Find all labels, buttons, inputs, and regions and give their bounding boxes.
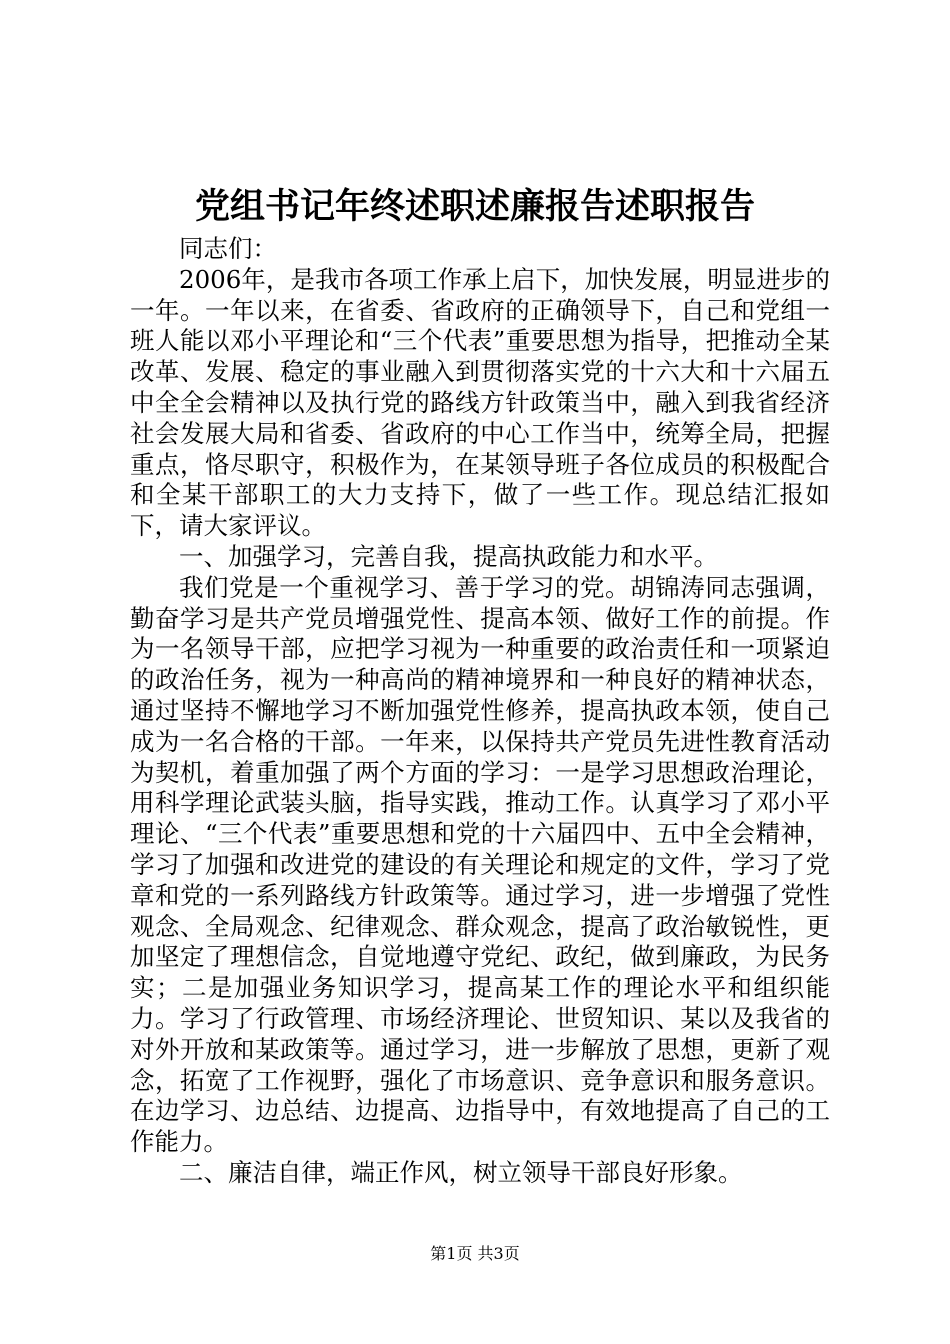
section-heading-1: 一、加强学习，完善自我，提高执政能力和水平。 bbox=[179, 541, 718, 571]
paragraph-intro: 2006年，是我市各项工作承上启下，加快发展，明显进步的一年。一年以来，在省委、省政府的正确领导下，自己和党组一班人能以邓小平理论和“三个代表”重要思想为指导，把推动全某改革、发展、稳定的事业融入到贯彻落实党的十六大和十六届五中全全会精神以及执行党的路线方针政策当中，融入到我省经济社会发展大局和省委、省政府的中心工作当中，统筹全局，把握重点，恪尽职守，积极作为，在某领导班子各位成员的积极配合和全某干部职工的大力支持下，做了一些工作。现总结汇报如下，请大家评议。 bbox=[130, 264, 830, 541]
section-heading-2: 二、廉洁自律，端正作风，树立领导干部良好形象。 bbox=[179, 1157, 743, 1187]
document-body bbox=[130, 234, 830, 1189]
document-title: 党组书记年终述职述廉报告述职报告 bbox=[194, 186, 755, 227]
page-number: 第1页 共3页 bbox=[430, 1244, 520, 1263]
paragraph-study: 我们党是一个重视学习、善于学习的党。胡锦涛同志强调，勤奋学习是共产党员增强党性、提高本领、做好工作的前提。作为一名领导干部，应把学习视为一种重要的政治责任和一项紧迫的政治任务，视为一种高尚的精神境界和一种良好的精神状态，通过坚持不懈地学习不断加强党性修养，提高执政本领，使自己成为一名合格的干部。一年来，以保持共产党员先进性教育活动为契机，着重加强了两个方面的学习：一是学习思想政治理论，用科学理论武装头脑，指导实践，推动工作。认真学习了邓小平理论、“三个代表”重要思想和党的十六届四中、五中全会精神，学习了加强和改进党的建设的有关理论和规定的文件，学习了党章和党的一系列路线方针政策等。通过学习，进一步增强了党性观念、全局观念、纪律观念、群众观念，提高了政治敏锐性，更加坚定了理想信念，自觉地遵守党纪、政纪，做到廉政，为民务实；二是加强业务知识学习，提高某工作的理论水平和组织能力。学习了行政管理、市场经济理论、世贸知识、某以及我省的对外开放和某政策等。通过学习，进一步解放了思想，更新了观念，拓宽了工作视野，强化了市场意识、竞争意识和服务意识。在边学习、边总结、边提高、边指导中，有效地提高了自己的工作能力。 bbox=[130, 572, 830, 1157]
salutation: 同志们： bbox=[179, 234, 277, 263]
page-footer bbox=[0, 1244, 950, 1264]
